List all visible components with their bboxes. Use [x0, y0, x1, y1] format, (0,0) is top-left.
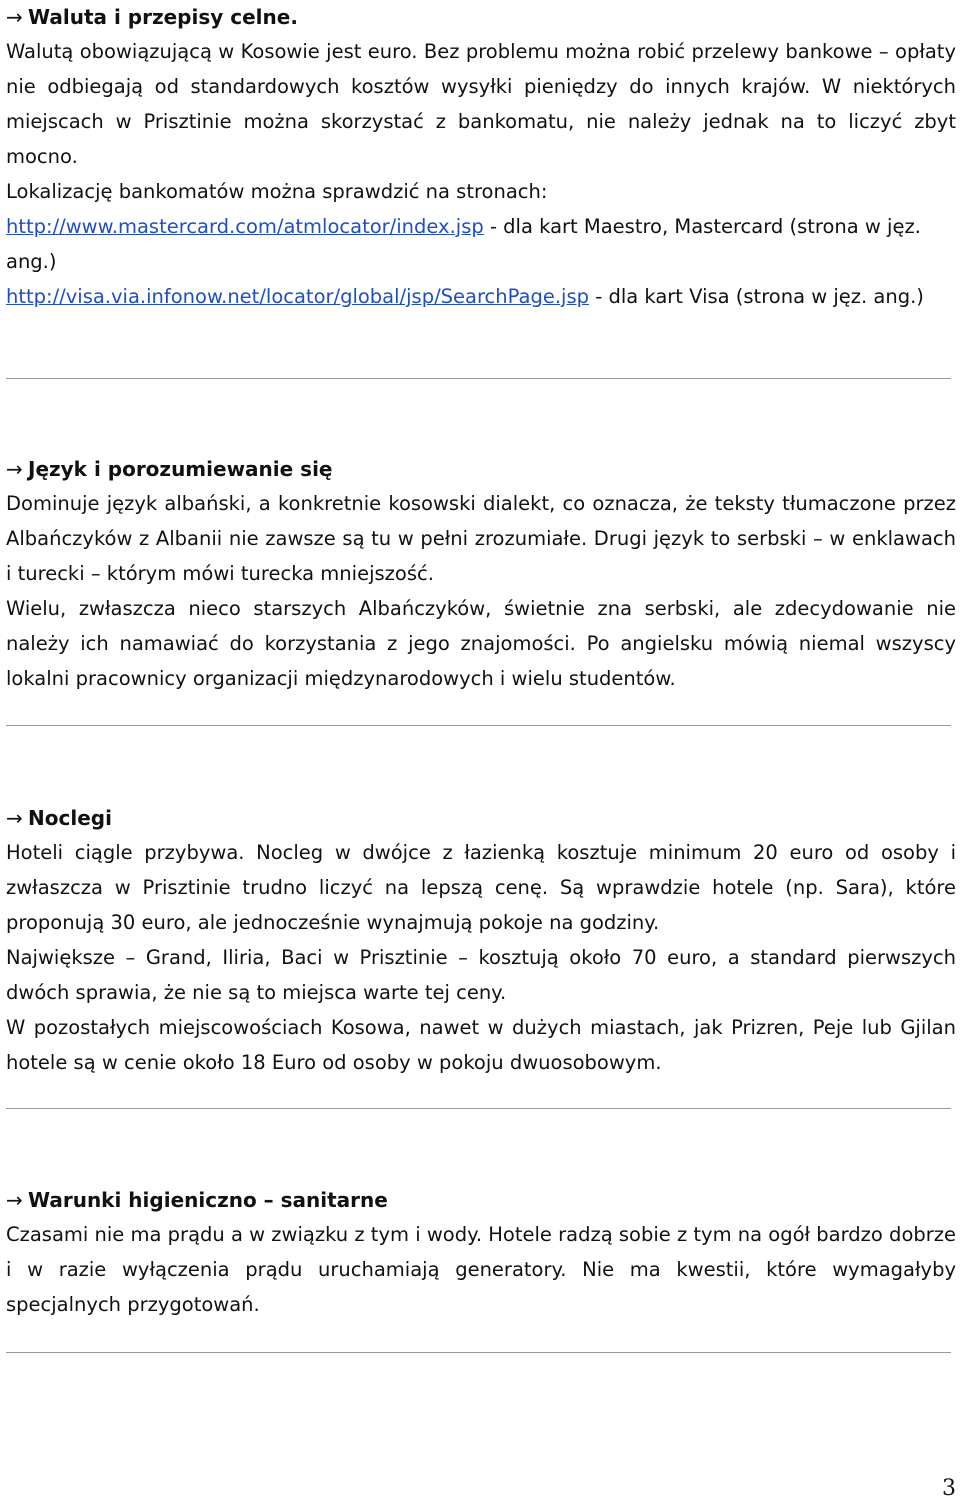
paragraph: Lokalizację bankomatów można sprawdzić na stronach: [6, 180, 548, 203]
paragraph: Największe – Grand, Iliria, Baci w Prisztinie – kosztują około 70 euro, a standard pierwszych dwóch sprawia, że nie są to miejsca warte tej ceny. [6, 946, 956, 1004]
divider [6, 1108, 951, 1109]
heading-text: Noclegi [28, 806, 112, 830]
paragraph: W pozostałych miejscowościach Kosowa, nawet w dużych miastach, jak Prizren, Peje lub Gjilan hotele są w cenie około 18 Euro od osoby w pokoju dwuosobowym. [6, 1016, 956, 1074]
paragraph: Walutą obowiązującą w Kosowie jest euro. Bez problemu można robić przelewy bankowe – opłaty nie odbiegają od standardowych kosztów wysyłki pieniędzy do innych krajów. W niektórych miejscach w Prisztinie można skorzystać z bankomatu, nie należy jednak na to liczyć zbyt mocno. [6, 40, 956, 168]
heading-text: Warunki higieniczno – sanitarne [28, 1188, 388, 1212]
paragraph: Dominuje język albański, a konkretnie kosowski dialekt, co oznacza, że teksty tłumaczone przez Albańczyków z Albanii nie zawsze są tu w pełni zrozumiałe. Drugi język to serbski – w enklawach i turecki – którym mówi turecka mniejszość. [6, 492, 956, 585]
heading-text: Język i porozumiewanie się [28, 457, 333, 481]
paragraph: Hoteli ciągle przybywa. Nocleg w dwójce z łazienką kosztuje minimum 20 euro od osoby i zwłaszcza w Prisztinie trudno liczyć na lepszą cenę. Są wprawdzie hotele (np. Sara), które proponują 30 euro, ale jednocześnie wynajmują pokoje na godziny. [6, 841, 956, 934]
arrow-right-icon: → [6, 1188, 23, 1212]
section-heading [6, 452, 956, 486]
section-heading [6, 0, 956, 34]
paragraph: Wielu, zwłaszcza nieco starszych Albańczyków, świetnie zna serbski, ale zdecydowanie nie należy ich namawiać do korzystania z jego znajomości. Po angielsku mówią niemal wszyscy lokalni pracownicy organizacji międzynarodowych i wielu studentów. [6, 597, 956, 690]
link-description: - dla kart Visa (strona w jęz. ang.) [589, 285, 924, 308]
divider [6, 725, 951, 726]
mastercard-atm-link[interactable]: http://www.mastercard.com/atmlocator/index.jsp [6, 215, 484, 238]
arrow-right-icon: → [6, 806, 23, 830]
link-line [6, 279, 956, 314]
divider [6, 1352, 951, 1353]
paragraph: Czasami nie ma prądu a w związku z tym i wody. Hotele radzą sobie z tym na ogół bardzo dobrze i w razie wyłączenia prądu uruchamiają generatory. Nie ma kwestii, które wymagałyby specjalnych przygotowań. [6, 1223, 956, 1316]
section-heading [6, 801, 956, 835]
section-currency [6, 0, 956, 314]
link-description: - dla kart Maestro, Mastercard (strona w jęz. ang.) [6, 215, 921, 273]
divider [6, 378, 951, 379]
section-accommodation [6, 801, 956, 1080]
visa-atm-link[interactable]: http://visa.via.infonow.net/locator/global/jsp/SearchPage.jsp [6, 285, 590, 308]
section-heading [6, 1183, 956, 1217]
heading-text: Waluta i przepisy celne. [28, 5, 298, 29]
page-number: 3 [942, 1476, 956, 1501]
link-line [6, 209, 956, 279]
arrow-right-icon: → [6, 5, 23, 29]
section-hygiene [6, 1183, 956, 1322]
arrow-right-icon: → [6, 457, 23, 481]
section-language [6, 452, 956, 696]
